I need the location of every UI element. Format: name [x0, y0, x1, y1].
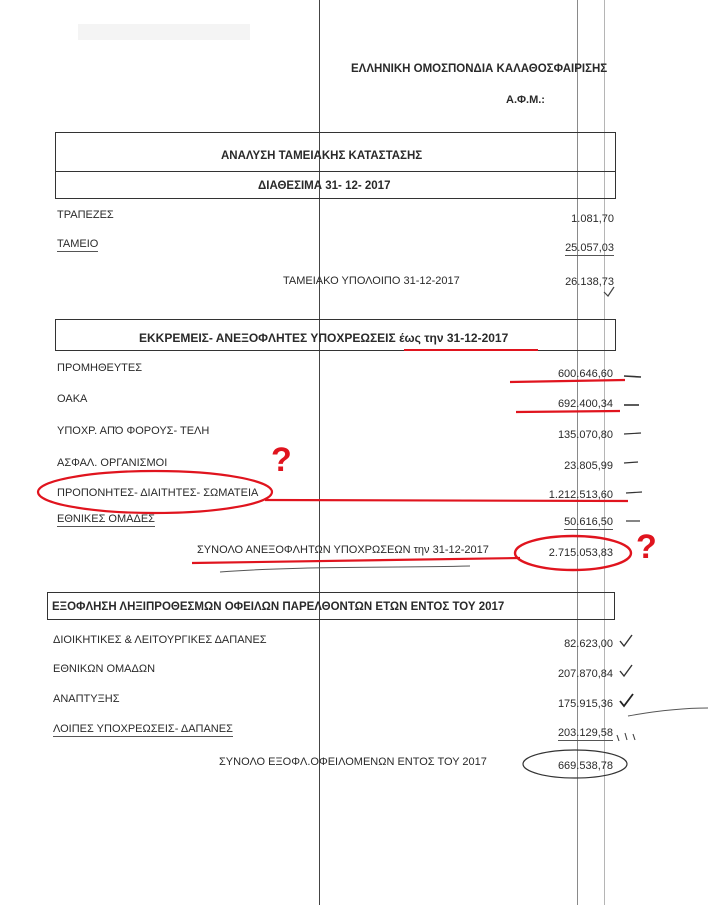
row-value-national-teams: 50.616,50	[564, 516, 613, 528]
section1-total-value: 26.138,73	[565, 276, 614, 288]
row-value-other-obligations: 203.129,58	[557, 727, 613, 739]
pen-dash-4	[624, 462, 638, 463]
row-value-national-teams-paid: 207.870,84	[557, 668, 613, 680]
row-label-national-teams: ΕΘΝΙΚΕΣ ΟΜΑΔΕΣ	[57, 513, 155, 525]
row-label-other-obligations: ΛΟΙΠΕΣ ΥΠΟΧΡΕΩΣΕΙΣ- ΔΑΠΑΝΕΣ	[53, 723, 233, 735]
pen-dash-1	[624, 376, 641, 377]
checkmark-icon-4	[620, 694, 633, 706]
red-ellipse-total	[515, 536, 631, 570]
federation-name: ΕΛΛΗΝΙΚΗ ΟΜΟΣΠΟΝΔΙΑ ΚΑΛΑΘΟΣΦΑΙΡΙΣΗΣ	[351, 63, 608, 75]
question-mark-annotation: ?	[271, 441, 292, 479]
row-value-insurance: 23.805,99	[564, 460, 613, 472]
pen-dash-5	[626, 492, 642, 493]
row-label-cash: ΤΑΜΕΙΟ	[57, 238, 99, 250]
row-label-banks: ΤΡΑΠΕΖΕΣ	[57, 209, 114, 221]
row-value-development: 175.915,36	[557, 698, 613, 710]
row-label-suppliers: ΠΡΟΜΗΘΕΥΤΕΣ	[57, 362, 143, 374]
section1-subtitle: ΔΙΑΘΕΣΙΜΑ 31- 12- 2017	[258, 180, 391, 192]
checkmark-icon-2	[620, 635, 632, 646]
pen-ticks	[617, 733, 635, 741]
row-label-taxes: ΥΠΟΧΡ. ΑΠΌ ΦΟΡΟΥΣ- ΤΕΛΗ	[57, 425, 210, 437]
pen-dash-3	[624, 433, 641, 434]
pen-ellipse-total	[523, 750, 627, 778]
section2-total-label: ΣΥΝΟΛΟ ΑΝΕΞΟΦΛΗΤΩΝ ΥΠΟΧΡΩΣΕΩΝ την 31-12-2017	[197, 544, 489, 556]
row-label-insurance: ΑΣΦΑΛ. ΟΡΓΑΝΙΣΜΟΙ	[57, 457, 168, 469]
checkmark-icon-3	[620, 665, 632, 676]
row-value-banks: 1.081,70	[571, 213, 614, 225]
row-label-development: ΑΝΑΠΤΥΞΗΣ	[53, 693, 120, 705]
row-value-coaches: 1.212.513,60	[548, 489, 613, 501]
row-value-admin-expenses: 82.623,00	[564, 638, 613, 650]
row-value-cash: 25.057,03	[565, 242, 614, 254]
row-value-taxes: 135.070,80	[557, 429, 613, 441]
section3-title: ΕΞΟΦΛΗΣΗ ΛΗΞΙΠΡΟΘΕΣΜΩΝ ΟΦΕΙΛΩΝ ΠΑΡΕΛΘΟΝΤΩΝ ΕΤΩΝ ΕΝΤΟΣ ΤΟΥ 2017	[52, 601, 505, 613]
section3-total-value: 669.538,78	[557, 760, 613, 772]
red-underline-suppliers	[510, 380, 625, 382]
row-label-admin-expenses: ΔΙΟΙΚΗΤΙΚΕΣ & ΛΕΙΤΟΥΡΓΙΚΕΣ ΔΑΠΑΝΕΣ	[53, 634, 267, 646]
row-value-suppliers: 600.646,60	[557, 368, 613, 380]
red-ellipse-coaches	[38, 471, 272, 513]
section2-title-main: ΕΚΚΡΕΜΕΙΣ- ΑΝΕΞΟΦΛΗΤΕΣ ΥΠΟΧΡΕΩΣΕΙΣ	[139, 331, 396, 345]
row-value-oaka: 692.400,34	[557, 398, 613, 410]
afm-label: Α.Φ.Μ.:	[506, 94, 545, 106]
row-label-coaches: ΠΡΟΠΟΝΗΤΕΣ- ΔΙΑΙΤΗΤΕΣ- ΣΩΜΑΤΕΙΑ	[57, 487, 259, 499]
checkmark-icon	[604, 287, 614, 296]
section1-total-label: ΤΑΜΕΙΑΚΟ ΥΠΟΛΟΙΠΟ 31-12-2017	[283, 275, 460, 287]
row-label-national-teams-paid: ΕΘΝΙΚΩΝ ΟΜΑΔΩΝ	[53, 663, 156, 675]
question-mark-annotation-2: ?	[636, 528, 657, 566]
red-underline-coaches	[265, 500, 628, 501]
section1-title: ΑΝΑΛΥΣΗ ΤΑΜΕΙΑΚΗΣ ΚΑΤΑΣΤΑΣΗΣ	[221, 150, 423, 162]
red-underline-oaka	[516, 411, 620, 412]
section3-total-label: ΣΥΝΟΛΟ ΕΞΟΦΛ.ΟΦΕΙΛΟΜΕΝΩΝ ΕΝΤΟΣ ΤΟΥ 2017	[219, 756, 487, 768]
section2-total-value: 2.715.053,83	[548, 547, 613, 559]
section2-title-date: έως την 31-12-2017	[399, 331, 509, 345]
red-underline-total	[192, 558, 520, 563]
pen-long-line	[628, 708, 708, 716]
row-label-oaka: ΟΑΚΑ	[57, 393, 88, 405]
pen-scribble	[220, 566, 470, 572]
